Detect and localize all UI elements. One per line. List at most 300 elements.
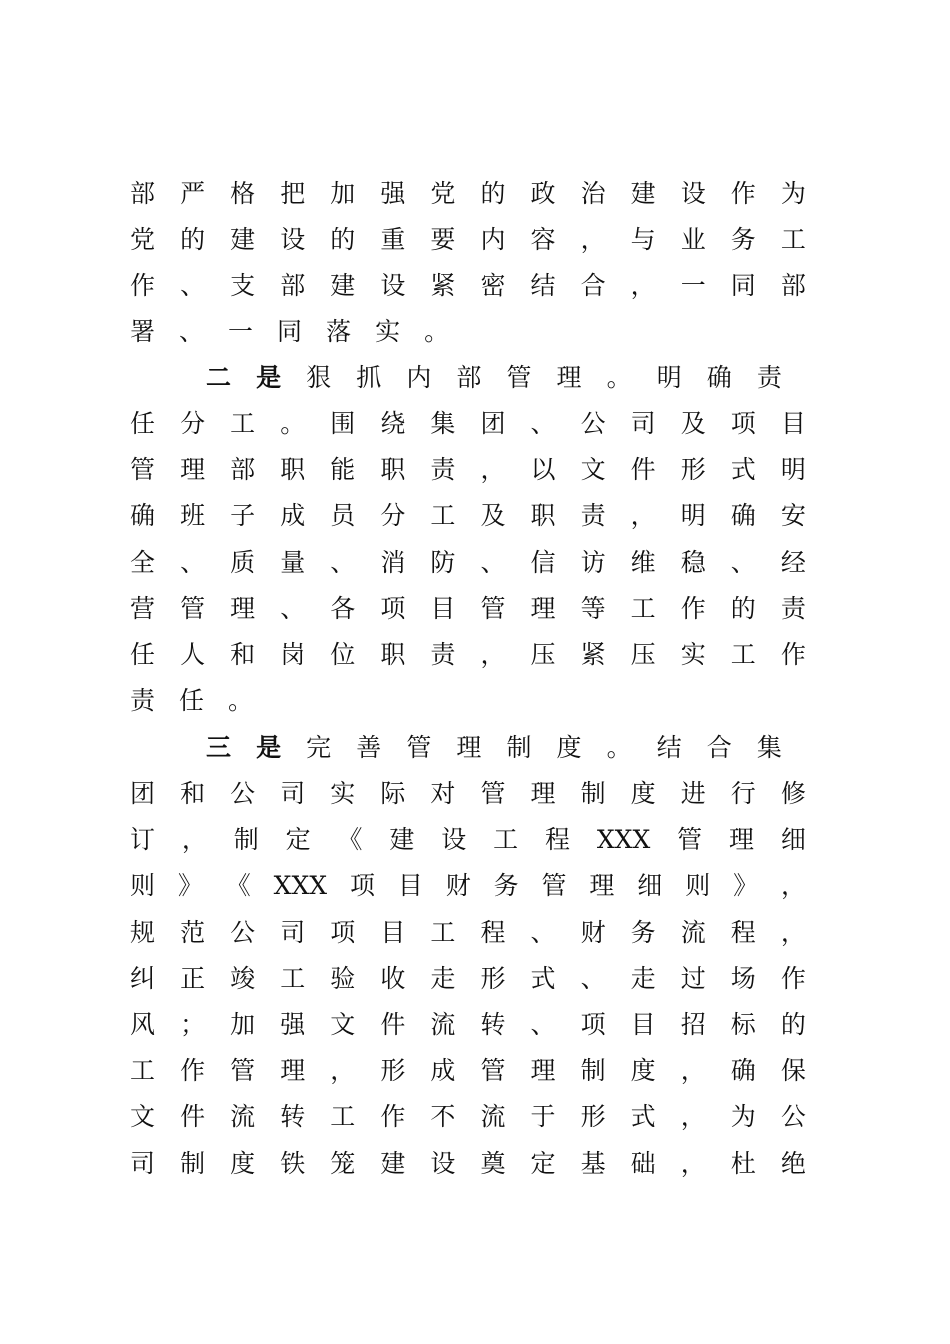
text-glyph: 项	[580, 1010, 606, 1039]
text-glyph: 程	[545, 825, 571, 854]
text-glyph: 制	[180, 1149, 206, 1178]
text-glyph: 以	[530, 455, 556, 484]
text-glyph: 一	[680, 271, 706, 300]
text-glyph: 营	[130, 594, 156, 623]
text-glyph: 建	[389, 825, 415, 854]
text-glyph: 确	[730, 1056, 756, 1085]
text-glyph: 。	[606, 733, 632, 762]
text-glyph: 竣	[230, 964, 256, 993]
text-glyph: 形	[480, 964, 506, 993]
text-glyph: 任	[130, 409, 156, 438]
text-glyph: 压	[530, 640, 556, 669]
text-glyph: 程	[480, 918, 506, 947]
text-glyph: 善	[356, 733, 382, 762]
text-glyph: 一	[228, 317, 254, 346]
text-glyph: 职	[380, 455, 406, 484]
text-glyph: 绕	[380, 409, 406, 438]
text-glyph: 班	[180, 501, 206, 530]
text-glyph: 际	[380, 779, 406, 808]
text-glyph: 走	[630, 964, 656, 993]
text-glyph: 部	[780, 271, 806, 300]
text-glyph: 工	[230, 409, 256, 438]
text-glyph: 、	[530, 1010, 556, 1039]
text-glyph: 把	[280, 179, 306, 208]
text-glyph: 理	[530, 594, 556, 623]
text-glyph: 管	[230, 1056, 256, 1085]
text-glyph: 是	[256, 363, 282, 392]
text-glyph: 员	[330, 501, 356, 530]
text-glyph: 走	[430, 964, 456, 993]
text-glyph: 工	[280, 964, 306, 993]
text-glyph: 文	[580, 455, 606, 484]
text-glyph: 等	[580, 594, 606, 623]
text-glyph: 合	[706, 733, 732, 762]
text-glyph: 形	[680, 455, 706, 484]
text-glyph: 目	[380, 918, 406, 947]
text-glyph: ，	[480, 455, 506, 484]
text-glyph: 二	[206, 363, 232, 392]
text-glyph: XXX	[273, 871, 328, 900]
text-glyph: 。	[606, 363, 632, 392]
text-glyph: 分	[180, 409, 206, 438]
text-glyph: 质	[230, 548, 256, 577]
text-glyph: 、	[180, 548, 206, 577]
text-line	[130, 1048, 806, 1094]
text-glyph: 作	[730, 179, 756, 208]
text-glyph: 职	[280, 455, 306, 484]
text-glyph: 、	[480, 548, 506, 577]
text-glyph: 强	[280, 1010, 306, 1039]
text-glyph: 《	[337, 825, 363, 854]
text-glyph: 同	[277, 317, 303, 346]
text-glyph: 司	[130, 1149, 156, 1178]
text-glyph: 设	[441, 825, 467, 854]
text-line	[130, 171, 806, 217]
text-glyph: 对	[430, 779, 456, 808]
text-glyph: 财	[580, 918, 606, 947]
text-glyph: 消	[380, 548, 406, 577]
text-line	[130, 1002, 806, 1048]
text-glyph: 紧	[580, 640, 606, 669]
text-glyph: 范	[180, 918, 206, 947]
text-glyph: 目	[430, 594, 456, 623]
text-glyph: 分	[380, 501, 406, 530]
text-glyph: 责	[130, 686, 156, 715]
text-glyph: 建	[380, 1149, 406, 1178]
text-glyph: 实	[680, 640, 706, 669]
text-glyph: 结	[656, 733, 682, 762]
text-glyph: 部	[130, 179, 156, 208]
text-glyph: 。	[280, 409, 306, 438]
text-glyph: ，	[580, 225, 606, 254]
text-glyph: 流	[680, 918, 706, 947]
text-glyph: 制	[580, 1056, 606, 1085]
text-glyph: 理	[180, 455, 206, 484]
text-glyph: 及	[680, 409, 706, 438]
text-line	[130, 678, 806, 724]
text-glyph: 务	[730, 225, 756, 254]
text-glyph: 定	[530, 1149, 556, 1178]
text-glyph: 设	[430, 1149, 456, 1178]
text-glyph: 工	[630, 594, 656, 623]
text-glyph: 防	[430, 548, 456, 577]
text-glyph: 流	[430, 1010, 456, 1039]
text-glyph: 《	[225, 871, 251, 900]
text-glyph: 、	[280, 594, 306, 623]
text-line	[206, 355, 782, 401]
text-glyph: 风	[130, 1010, 156, 1039]
text-glyph: 作	[780, 640, 806, 669]
text-glyph: 》	[733, 871, 759, 900]
text-glyph: 项	[330, 918, 356, 947]
text-glyph: 管	[406, 733, 432, 762]
text-glyph: 为	[730, 1102, 756, 1131]
text-glyph: ，	[480, 640, 506, 669]
text-glyph: 部	[230, 455, 256, 484]
text-glyph: 合	[580, 271, 606, 300]
text-glyph: 铁	[280, 1149, 306, 1178]
text-glyph: 维	[630, 548, 656, 577]
text-glyph: 理	[556, 363, 582, 392]
text-glyph: 经	[780, 548, 806, 577]
text-glyph: 设	[380, 271, 406, 300]
text-glyph: 工	[780, 225, 806, 254]
text-glyph: 安	[780, 501, 806, 530]
text-glyph: 集	[430, 409, 456, 438]
text-glyph: 管	[180, 594, 206, 623]
text-glyph: 作	[680, 594, 706, 623]
text-glyph: 目	[630, 1010, 656, 1039]
text-glyph: 明	[680, 501, 706, 530]
text-glyph: 础	[630, 1149, 656, 1178]
text-glyph: 行	[730, 779, 756, 808]
text-glyph: 设	[280, 225, 306, 254]
text-glyph: 工	[130, 1056, 156, 1085]
text-line	[130, 956, 806, 1002]
text-glyph: 责	[580, 501, 606, 530]
text-glyph: 和	[230, 640, 256, 669]
text-glyph: 理	[729, 825, 755, 854]
text-glyph: 明	[656, 363, 682, 392]
text-glyph: 的	[180, 225, 206, 254]
text-glyph: 作	[380, 1102, 406, 1131]
text-glyph: 访	[580, 548, 606, 577]
text-glyph: 基	[580, 1149, 606, 1178]
text-glyph: 收	[380, 964, 406, 993]
text-glyph: 管	[541, 871, 567, 900]
text-glyph: 职	[380, 640, 406, 669]
text-glyph: 制	[580, 779, 606, 808]
text-line	[130, 817, 806, 863]
text-glyph: 、	[179, 317, 205, 346]
text-glyph: 绝	[780, 1149, 806, 1178]
text-glyph: 管	[480, 779, 506, 808]
text-glyph: 项	[349, 871, 375, 900]
text-glyph: 设	[680, 179, 706, 208]
text-glyph: 订	[130, 825, 156, 854]
text-line	[206, 725, 782, 771]
text-glyph: 要	[430, 225, 456, 254]
text-line	[130, 447, 806, 493]
text-glyph: 结	[530, 271, 556, 300]
text-glyph: 团	[130, 779, 156, 808]
text-glyph: ；	[180, 1010, 206, 1039]
text-glyph: 子	[230, 501, 256, 530]
text-glyph: 笼	[330, 1149, 356, 1178]
text-glyph: 强	[380, 179, 406, 208]
text-glyph: 场	[730, 964, 756, 993]
text-glyph: 形	[380, 1056, 406, 1085]
text-glyph: 成	[280, 501, 306, 530]
text-glyph: 格	[230, 179, 256, 208]
text-glyph: 部	[280, 271, 306, 300]
text-glyph: 业	[680, 225, 706, 254]
text-glyph: ，	[181, 825, 207, 854]
text-glyph: 司	[630, 409, 656, 438]
text-glyph: 压	[630, 640, 656, 669]
text-glyph: 件	[180, 1102, 206, 1131]
text-glyph: 实	[375, 317, 401, 346]
text-glyph: 公	[230, 918, 256, 947]
text-glyph: 招	[680, 1010, 706, 1039]
text-glyph: 位	[330, 640, 356, 669]
text-glyph: 文	[130, 1102, 156, 1131]
text-glyph: 责	[430, 640, 456, 669]
text-glyph: 密	[480, 271, 506, 300]
text-glyph: 公	[580, 409, 606, 438]
text-glyph: 建	[630, 179, 656, 208]
text-glyph: 管	[480, 1056, 506, 1085]
text-line	[130, 493, 806, 539]
text-glyph: 。	[424, 317, 450, 346]
text-glyph: 文	[330, 1010, 356, 1039]
text-glyph: 抓	[356, 363, 382, 392]
text-glyph: 式	[730, 455, 756, 484]
text-glyph: 的	[780, 1010, 806, 1039]
text-glyph: 实	[330, 779, 356, 808]
text-glyph: 团	[480, 409, 506, 438]
text-glyph: 理	[230, 594, 256, 623]
text-glyph: 、	[330, 548, 356, 577]
text-glyph: 的	[730, 594, 756, 623]
text-glyph: 正	[180, 964, 206, 993]
text-glyph: 度	[630, 1056, 656, 1085]
text-glyph: 党	[430, 179, 456, 208]
text-glyph: 全	[130, 548, 156, 577]
text-glyph: 、	[730, 548, 756, 577]
text-glyph: 公	[780, 1102, 806, 1131]
text-glyph: 理	[589, 871, 615, 900]
text-glyph: 量	[280, 548, 306, 577]
text-glyph: 加	[330, 179, 356, 208]
text-glyph: 同	[730, 271, 756, 300]
text-glyph: 程	[730, 918, 756, 947]
text-glyph: 为	[780, 179, 806, 208]
text-line	[130, 910, 806, 956]
text-glyph: 集	[756, 733, 782, 762]
text-glyph: 进	[680, 779, 706, 808]
text-glyph: 人	[180, 640, 206, 669]
text-glyph: 各	[330, 594, 356, 623]
text-glyph: 度	[230, 1149, 256, 1178]
text-glyph: 标	[730, 1010, 756, 1039]
text-glyph: 明	[780, 455, 806, 484]
text-glyph: 转	[480, 1010, 506, 1039]
text-glyph: 保	[780, 1056, 806, 1085]
text-line	[130, 1094, 806, 1140]
text-glyph: 制	[233, 825, 259, 854]
text-glyph: 落	[326, 317, 352, 346]
text-glyph: 、	[530, 409, 556, 438]
text-glyph: 工	[730, 640, 756, 669]
text-glyph: 工	[430, 918, 456, 947]
text-glyph: 严	[180, 179, 206, 208]
text-glyph: 责	[780, 594, 806, 623]
text-glyph: 工	[493, 825, 519, 854]
text-glyph: 政	[530, 179, 556, 208]
text-glyph: 流	[480, 1102, 506, 1131]
text-glyph: 署	[130, 317, 156, 346]
text-glyph: 项	[380, 594, 406, 623]
text-glyph: 信	[530, 548, 556, 577]
text-glyph: 、	[530, 918, 556, 947]
text-glyph: 、	[180, 271, 206, 300]
text-glyph: 》	[177, 871, 203, 900]
text-glyph: 重	[380, 225, 406, 254]
text-glyph: 成	[430, 1056, 456, 1085]
text-glyph: 理	[456, 733, 482, 762]
text-glyph: 奠	[480, 1149, 506, 1178]
text-glyph: 形	[580, 1102, 606, 1131]
text-glyph: 细	[780, 825, 806, 854]
text-line	[130, 309, 806, 355]
text-glyph: 件	[630, 455, 656, 484]
text-glyph: 是	[256, 733, 282, 762]
text-glyph: 的	[480, 179, 506, 208]
text-glyph: 建	[230, 225, 256, 254]
text-glyph: 。	[228, 686, 254, 715]
text-glyph: 理	[280, 1056, 306, 1085]
text-glyph: 部	[456, 363, 482, 392]
text-glyph: 度	[630, 779, 656, 808]
text-glyph: ，	[680, 1102, 706, 1131]
text-glyph: 确	[130, 501, 156, 530]
text-glyph: 管	[506, 363, 532, 392]
text-glyph: 确	[706, 363, 732, 392]
text-glyph: 司	[280, 918, 306, 947]
text-glyph: 治	[580, 179, 606, 208]
text-glyph: 于	[530, 1102, 556, 1131]
text-glyph: 则	[685, 871, 711, 900]
text-glyph: 规	[130, 918, 156, 947]
text-line	[130, 632, 806, 678]
text-glyph: 务	[493, 871, 519, 900]
text-glyph: 项	[730, 409, 756, 438]
text-glyph: 司	[280, 779, 306, 808]
text-glyph: 责	[756, 363, 782, 392]
text-glyph: 制	[506, 733, 532, 762]
text-glyph: 度	[556, 733, 582, 762]
text-glyph: 职	[530, 501, 556, 530]
text-glyph: 稳	[680, 548, 706, 577]
text-glyph: 工	[330, 1102, 356, 1131]
text-glyph: 、	[580, 964, 606, 993]
text-glyph: 理	[530, 1056, 556, 1085]
text-line	[130, 263, 806, 309]
text-glyph: 三	[206, 733, 232, 762]
text-glyph: 建	[330, 271, 356, 300]
text-glyph: 流	[230, 1102, 256, 1131]
text-line	[130, 1141, 806, 1187]
text-glyph: ，	[780, 918, 806, 947]
text-glyph: 转	[280, 1102, 306, 1131]
text-line	[130, 586, 806, 632]
text-glyph: ，	[330, 1056, 356, 1085]
text-glyph: 管	[677, 825, 703, 854]
text-glyph: 管	[480, 594, 506, 623]
text-glyph: 财	[445, 871, 471, 900]
text-glyph: ，	[630, 271, 656, 300]
text-glyph: 任	[179, 686, 205, 715]
text-glyph: 的	[330, 225, 356, 254]
text-glyph: 及	[480, 501, 506, 530]
text-glyph: 不	[430, 1102, 456, 1131]
text-glyph: 内	[406, 363, 432, 392]
text-glyph: 式	[630, 1102, 656, 1131]
text-glyph: 式	[530, 964, 556, 993]
text-glyph: 与	[630, 225, 656, 254]
text-glyph: 狠	[306, 363, 332, 392]
text-glyph: 目	[780, 409, 806, 438]
text-glyph: 工	[430, 501, 456, 530]
text-glyph: 件	[380, 1010, 406, 1039]
text-glyph: 公	[230, 779, 256, 808]
text-line	[130, 217, 806, 263]
text-glyph: 纠	[130, 964, 156, 993]
text-glyph: 容	[530, 225, 556, 254]
text-glyph: 理	[530, 779, 556, 808]
text-glyph: 杜	[730, 1149, 756, 1178]
text-glyph: 围	[330, 409, 356, 438]
text-glyph: 能	[330, 455, 356, 484]
text-glyph: 岗	[280, 640, 306, 669]
text-glyph: 务	[630, 918, 656, 947]
text-line	[130, 540, 806, 586]
text-glyph: 和	[180, 779, 206, 808]
text-glyph: 完	[306, 733, 332, 762]
text-glyph: 目	[397, 871, 423, 900]
text-glyph: 细	[637, 871, 663, 900]
text-line	[130, 771, 806, 817]
text-glyph: 作	[130, 271, 156, 300]
text-glyph: 内	[480, 225, 506, 254]
text-glyph: ，	[680, 1056, 706, 1085]
text-glyph: 管	[130, 455, 156, 484]
text-glyph: 修	[780, 779, 806, 808]
text-glyph: 验	[330, 964, 356, 993]
text-glyph: 党	[130, 225, 156, 254]
text-glyph: 支	[230, 271, 256, 300]
text-glyph: 作	[780, 964, 806, 993]
text-glyph: ，	[630, 501, 656, 530]
text-glyph: ，	[680, 1149, 706, 1178]
text-glyph: ，	[780, 871, 806, 900]
text-glyph: XXX	[596, 825, 651, 854]
text-glyph: 定	[285, 825, 311, 854]
text-glyph: 确	[730, 501, 756, 530]
text-glyph: 作	[180, 1056, 206, 1085]
text-line	[130, 401, 806, 447]
